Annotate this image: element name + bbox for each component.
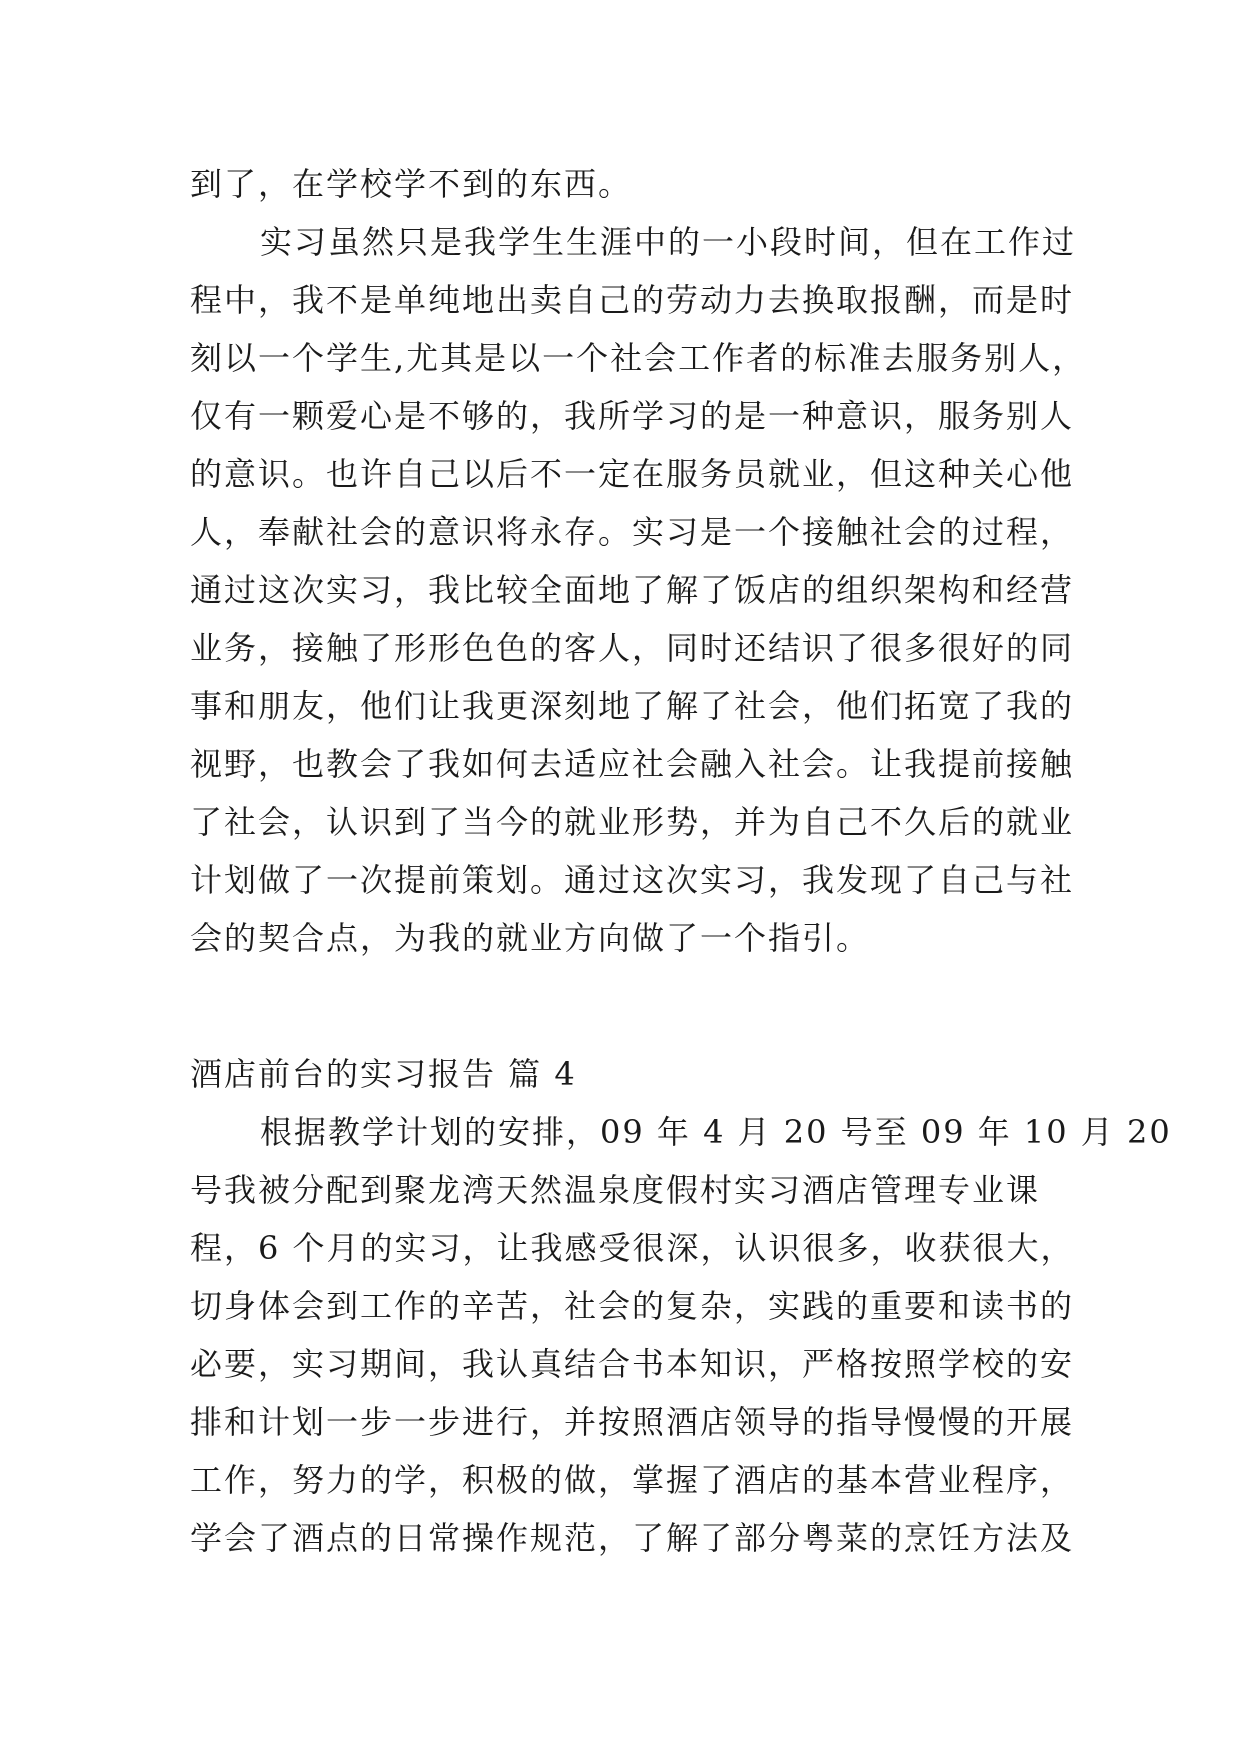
paragraph-line: 了社会，认识到了当今的就业形势，并为自己不久后的就业 [190,803,1075,841]
paragraph-line: 实习虽然只是我学生生涯中的一小段时间，但在工作过 [260,223,1077,261]
paragraph-line: 人，奉献社会的意识将永存。实习是一个接触社会的过程， [190,513,1075,551]
paragraph-line: 计划做了一次提前策划。通过这次实习，我发现了自己与社 [190,861,1075,899]
section-heading: 酒店前台的实习报告 篇 4 [190,1055,577,1093]
paragraph-line: 切身体会到工作的辛苦，社会的复杂，实践的重要和读书的 [190,1287,1075,1325]
paragraph-line: 工作，努力的学，积极的做，掌握了酒店的基本营业程序， [190,1461,1075,1499]
section-spacer [190,967,1060,1045]
paragraph-line: 排和计划一步一步进行，并按照酒店领导的指导慢慢的开展 [190,1403,1075,1441]
paragraph-line: 仅有一颗爱心是不够的，我所学习的是一种意识，服务别人 [190,397,1075,435]
paragraph-line: 程，6 个月的实习，让我感受很深，认识很多，收获很大， [190,1229,1075,1267]
paragraph-line: 会的契合点，为我的就业方向做了一个指引。 [190,919,871,957]
paragraph-line: 业务，接触了形形色色的客人，同时还结识了很多很好的同 [190,629,1075,667]
paragraph-line: 学会了酒点的日常操作规范，了解了部分粤菜的烹饪方法及 [190,1519,1075,1557]
paragraph-line: 程中，我不是单纯地出卖自己的劳动力去换取报酬，而是时 [190,281,1075,319]
paragraph-line: 号我被分配到聚龙湾天然温泉度假村实习酒店管理专业课 [190,1171,1041,1209]
paragraph-line: 必要，实习期间，我认真结合书本知识，严格按照学校的安 [190,1345,1075,1383]
paragraph-line: 到了，在学校学不到的东西。 [190,165,633,203]
paragraph-line: 事和朋友，他们让我更深刻地了解了社会，他们拓宽了我的 [190,687,1075,725]
paragraph-line: 刻以一个学生,尤其是以一个社会工作者的标准去服务别人， [190,339,1087,377]
document-body [190,155,1172,1567]
paragraph-line: 的意识。也许自己以后不一定在服务员就业，但这种关心他 [190,455,1075,493]
paragraph-line: 根据教学计划的安排，09 年 4 月 20 号至 09 年 10 月 20 [260,1113,1172,1151]
paragraph-line: 视野，也教会了我如何去适应社会融入社会。让我提前接触 [190,745,1075,783]
paragraph-line: 通过这次实习，我比较全面地了解了饭店的组织架构和经营 [190,571,1075,609]
